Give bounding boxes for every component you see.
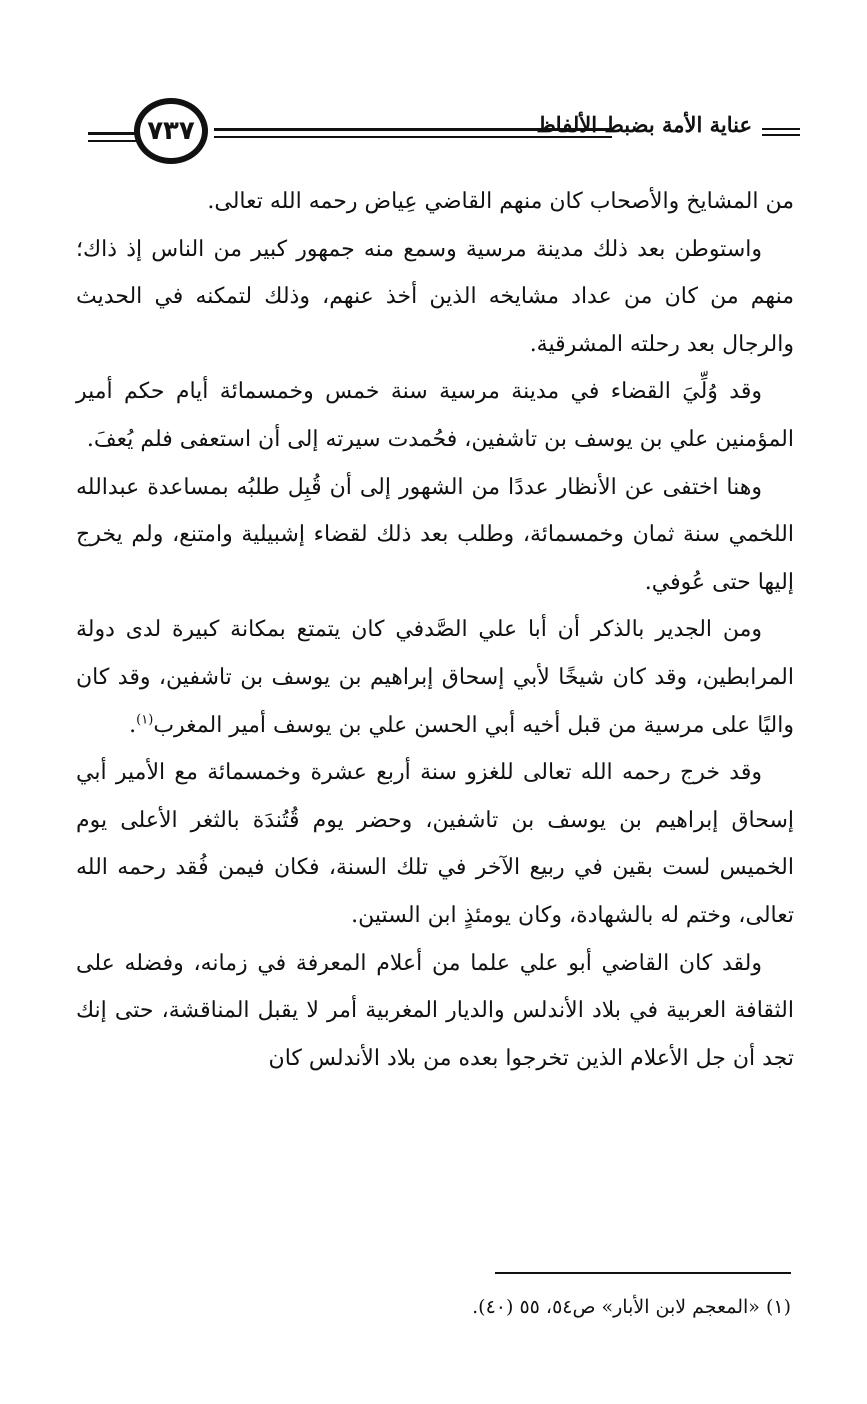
paragraph: وقد وُلِّيَ القضاء في مدينة مرسية سنة خمس وخمسمائة أيام حكم أمير المؤمنين علي بن يوسف بن تاشفين، فحُمدت سيرته إلى أن استعفى فلم يُعفَ.	[76, 379, 794, 452]
running-header	[88, 98, 800, 168]
footnote-reference: (١)	[136, 712, 154, 728]
paragraph: وقد خرج رحمه الله تعالى للغزو سنة أربع عشرة وخمسمائة مع الأمير أبي إسحاق إبراهيم بن يوسف بن تاشفين، وحضر يوم قُتُندَة بالثغر الأعلى يوم الخميس لست بقين في ربيع الآخر في تلك السنة، فكان فيمن فُقد رحمه الله تعالى، وختم له بالشهادة، وكان يومئذٍ ابن الستين.	[76, 760, 794, 928]
header-rule	[762, 128, 800, 130]
running-title: عناية الأمة بضبط الألفاظ	[536, 112, 752, 137]
paragraph: وهنا اختفى عن الأنظار عددًا من الشهور إلى أن قُبِل طلبُه بمساعدة عبدالله اللخمي سنة ثمان وخمسمائة، وطلب بعد ذلك لقضاء إشبيلية وامتنع، ولم يخرج إليها حتى عُوفي.	[76, 474, 794, 595]
sentence-end: .	[129, 712, 137, 738]
paragraph-text: ومن الجدير بالذكر أن أبا علي الصَّدفي كان يتمتع بمكانة كبيرة لدى دولة المرابطين، وقد كان شيخًا لأبي إسحاق إبراهيم بن يوسف بن تاشفين، وقد كان واليًا على مرسية من قبل أخيه أبي الحسن علي بن يوسف أمير المغرب	[76, 617, 794, 738]
paragraph: من المشايخ والأصحاب كان منهم القاضي عِياض رحمه الله تعالى.	[207, 189, 794, 214]
header-rule	[762, 134, 800, 136]
paragraph: واستوطن بعد ذلك مدينة مرسية وسمع منه جمهور كبير من الناس إذ ذاك؛ منهم من كان من عداد مشايخه الذين أخذ عنهم، وذلك لتمكنه في الحديث والرجال بعد رحلته المشرقية.	[76, 236, 794, 357]
page-number: ٧٣٧	[134, 98, 208, 164]
footnote-separator	[495, 1272, 791, 1274]
paragraph	[76, 606, 794, 749]
body-text	[76, 178, 794, 1082]
footnote: (١) «المعجم لابن الأبار» ص٥٤، ٥٥ (٤٠).	[472, 1296, 791, 1318]
paragraph: ولقد كان القاضي أبو علي علما من أعلام المعرفة في زمانه، وفضله على الثقافة العربية في بلاد الأندلس والديار المغربية أمر لا يقبل المناقشة، حتى إنك تجد أن جل الأعلام الذين تخرجوا بعده من بلاد الأندلس كان	[76, 950, 794, 1071]
